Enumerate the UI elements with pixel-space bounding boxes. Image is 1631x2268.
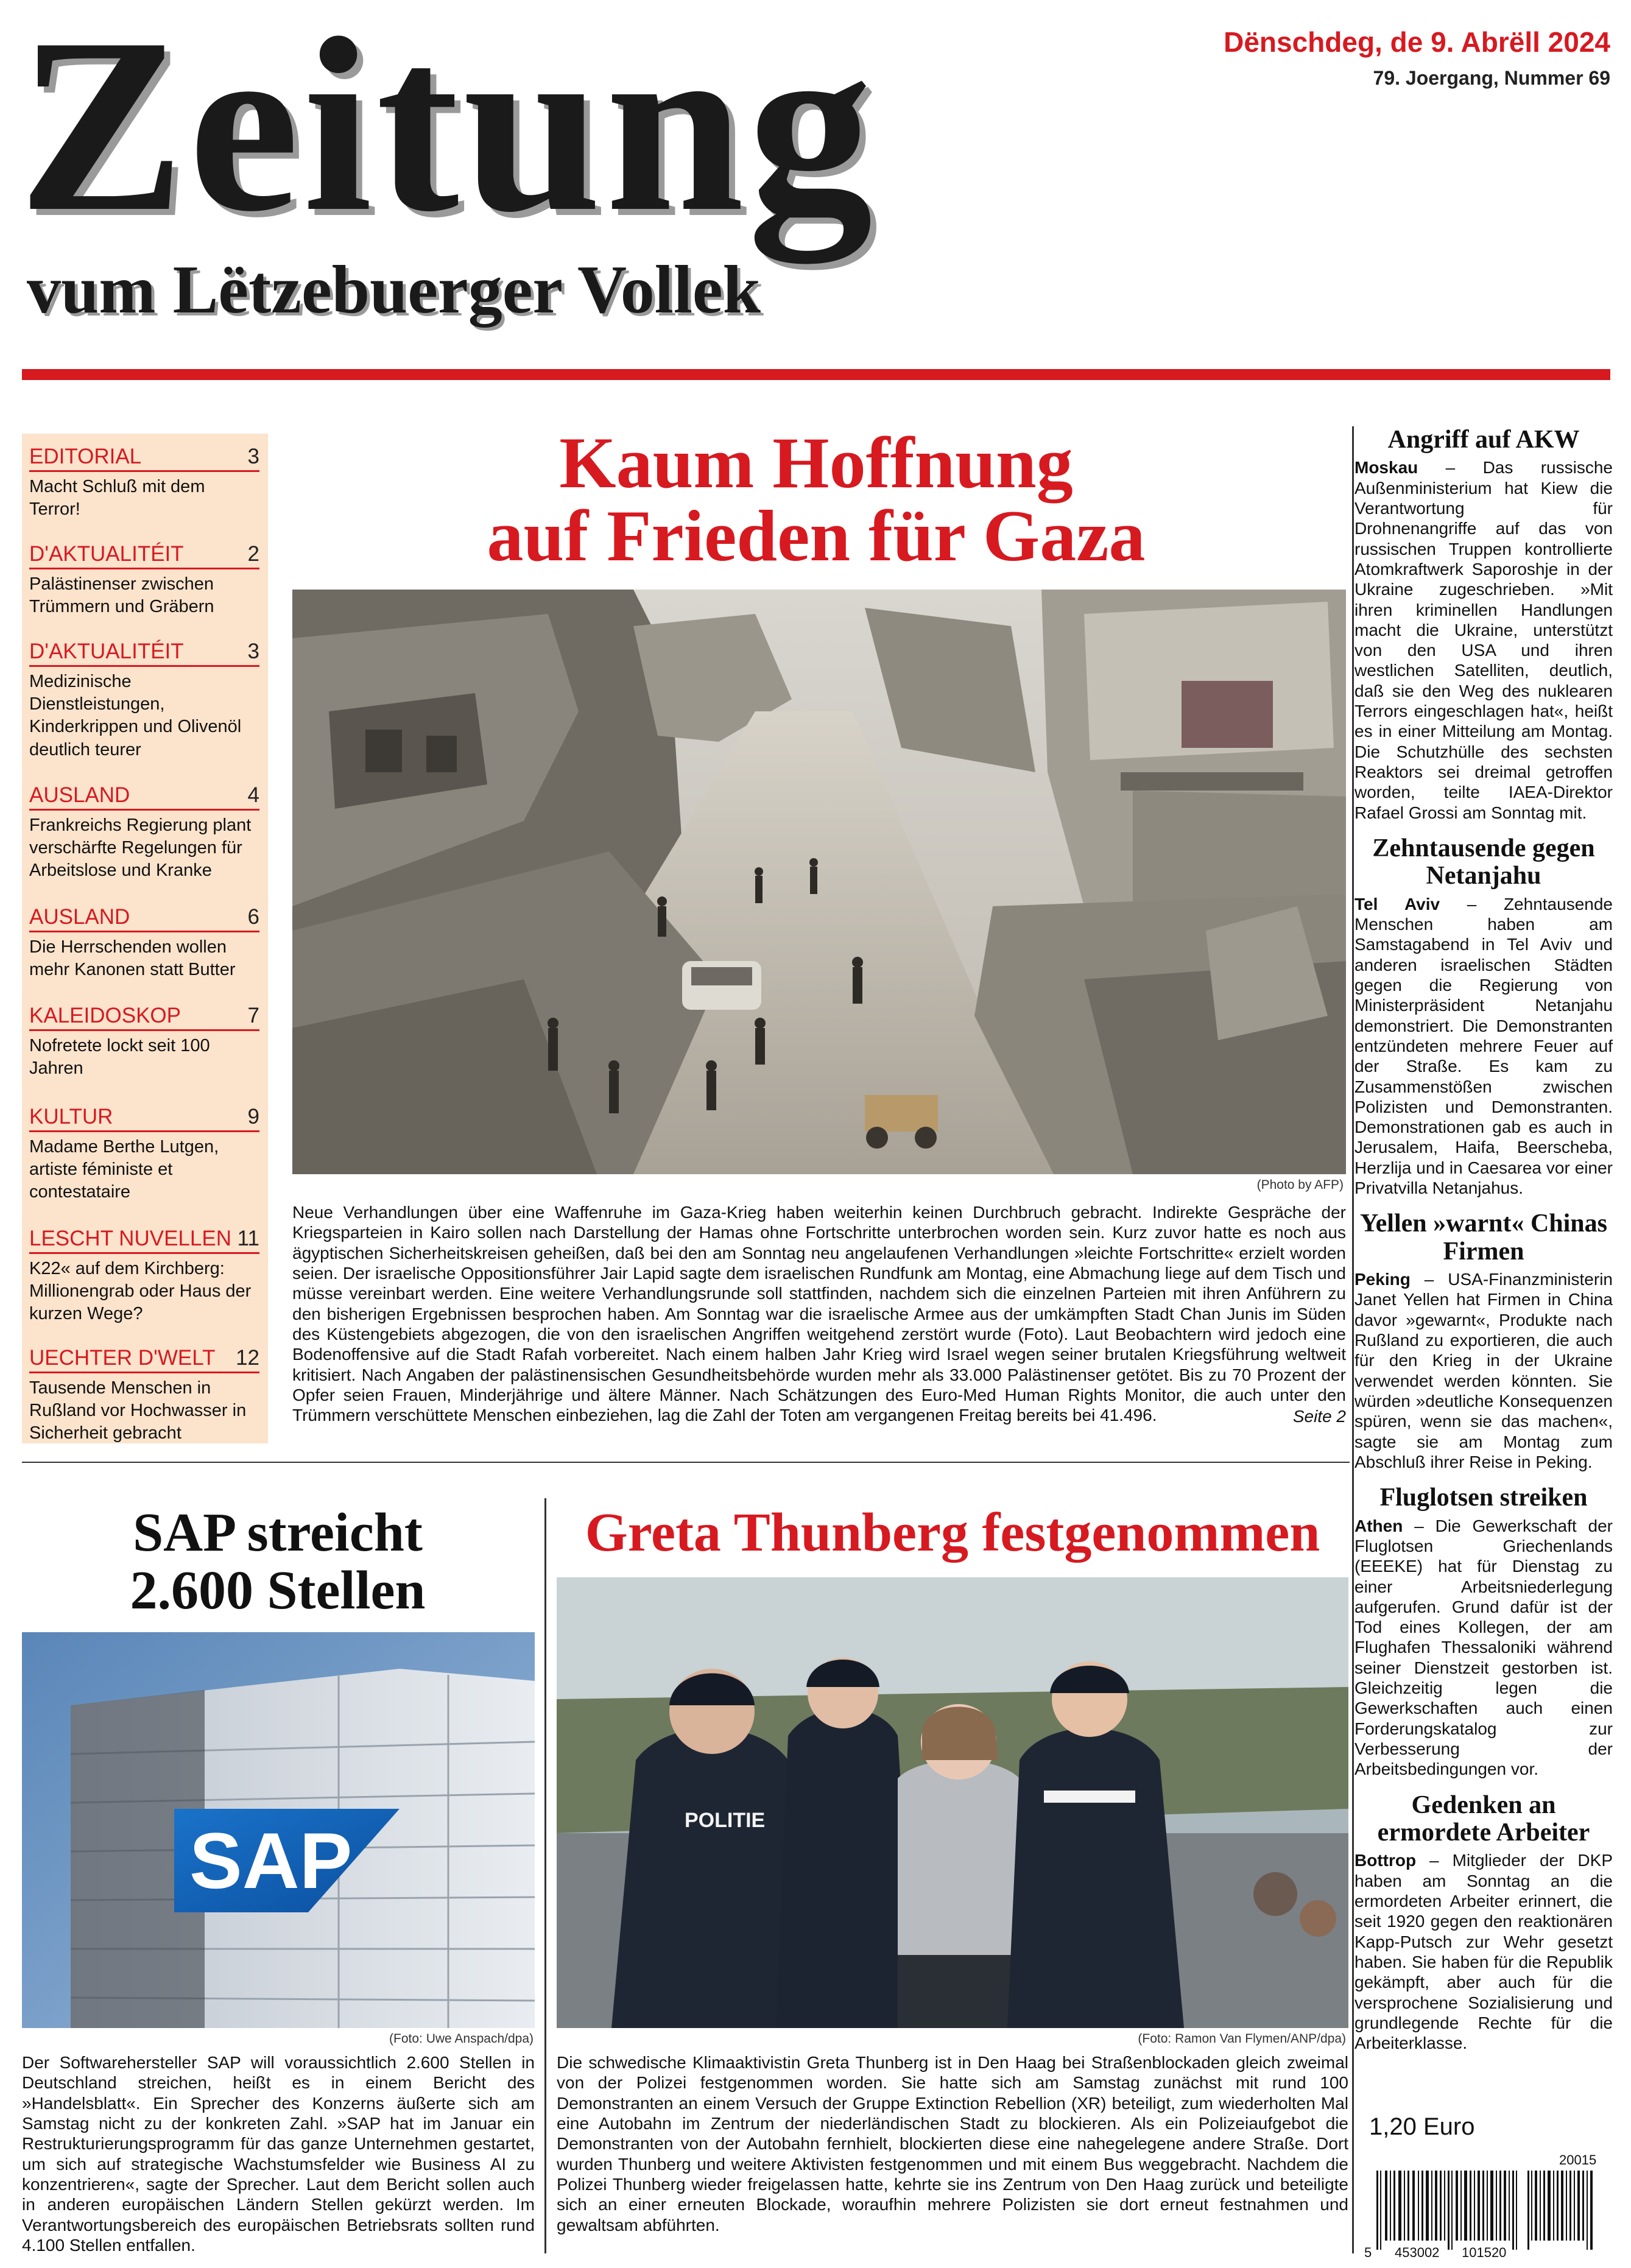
sidebar-body: – Das russische Außenministerium hat Kiew die Verantwortung für Drohnenangriffe auf das von russischen Truppen kontrollierte Atomkraftwerk Saporoshje in der Ukraine zugeschrieben. »Mit ihren kriminellen Handlungen macht die Ukraine, unterstützt von den USA und ihren westlichen Satelliten, deutlich, daß sie den Weg des nuklearen Terrors eingeschlagen hat«, heißt es in einer Mitteilung am Montag. Die Schutzhülle des sechsten Reaktors sei dreimal getroffen worden, teilte IAEA-Direktor Rafael Grossi am Sonntag mit.	[1354, 458, 1613, 822]
sidebar-headline: Fluglotsen streiken	[1379, 1484, 1588, 1512]
greta-arrest-image	[557, 1577, 1348, 2028]
masthead-title: Zeitung	[18, 0, 876, 263]
sap-body: Der Softwarehersteller SAP will voraussichtlich 2.600 Stellen in Deutschland streichen, heißt es in einem Bericht des »Handelsblatt«. Ein Sprecher des Konzerns äußerte sich am Samstag nicht zu der konkreten Zahl. »SAP hat im Januar ein Restrukturierungsprogramm für das ganze Unternehmen gestartet, um sich auf strategische Wachstumsfelder wie Business AI zu konzentrieren«, sagte der Sprecher. Laut dem Bericht sollen auch in anderen europäischen Ländern Stellen gekürzt werden. Im Verantwortungsbereich des europäischen Betriebsrats sollten rund 4.100 Stellen entfallen.	[22, 2053, 535, 2255]
cover-price: 1,20 Euro	[1369, 2113, 1475, 2140]
sidebar-item[interactable]	[1354, 426, 1613, 823]
sidebar-headline: Zehntausende gegen Netanjahu	[1372, 834, 1595, 890]
toc-teaser: Macht Schluß mit dem Terror!	[29, 477, 205, 519]
greta-headline[interactable]: Greta Thunberg festgenommen	[585, 1502, 1320, 1563]
toc-teaser: Palästinenser zwischen Trümmern und Gräbern	[29, 574, 214, 617]
sidebar-dateline: Tel Aviv	[1354, 894, 1440, 914]
sidebar-body: – USA-Finanzministerin Janet Yellen hat Firmen in China davor »gewarnt«, Produkte nach Rußland zu exportieren, die auch für den Krieg in der Ukraine verwendet werden könnten. Sie würden »deutliche Konsequenzen spüren, wenn sie das machen«, sagte sie am Montag zum Abschluß ihrer Reise in Peking.	[1354, 1270, 1613, 1471]
toc-section: EDITORIAL	[29, 445, 142, 468]
toc-entry[interactable]	[29, 1105, 259, 1204]
toc-teaser: Medizinische Dienstleistungen, Kinderkrippen und Olivenöl deutlich teurer	[29, 672, 242, 759]
greta-body: Die schwedische Klimaaktivistin Greta Thunberg ist in Den Haag bei Straßenblockaden gleich zweimal von der Polizei festgenommen worden. Sie hatte sich am Samstag zunächst mit rund 100 Demonstranten an einem Versuch der Gruppe Extinction Rebellion (XR) beteiligt, zum wiederholten Mal eine Autobahn im Zentrum der niederländischen Stadt zu blockieren. Als ein Polizeiaufgebot die Demonstranten von der Autobahn fernhielt, blockierten diese eine nahegelegene andere Straße. Dort wurden Thunberg und weitere Aktivisten festgenommen und mit einem Bus weggebracht. Nachdem die Polizei Thunberg wieder freigelassen hatte, kehrte sie ins Zentrum von Den Haag zurück und beteiligte sich an einer erneuten Blockade, woraufhin mehrere Polizisten sie dort erneut festnahmen und gewaltsam abführten.	[557, 2053, 1348, 2235]
lead-headline-line2: auf Frieden für Gaza	[487, 495, 1146, 576]
barcode-digit: 5	[1364, 2245, 1372, 2259]
toc-page: 4	[247, 783, 259, 807]
toc-entry[interactable]	[29, 1004, 259, 1080]
sidebar-item[interactable]	[1354, 835, 1613, 1198]
greta-photo[interactable]	[557, 1577, 1348, 2028]
toc-section: AUSLAND	[29, 783, 130, 807]
toc-entry[interactable]	[29, 783, 259, 882]
lead-headline-line1: Kaum Hoffnung	[559, 422, 1073, 503]
toc-teaser: K22« auf dem Kirchberg: Millionengrab oder Haus der kurzen Wege?	[29, 1259, 252, 1324]
toc-entry[interactable]	[29, 1227, 259, 1326]
sap-headline-line2: 2.600 Stellen	[130, 1560, 426, 1621]
sidebar-dateline: Bottrop	[1354, 1851, 1417, 1870]
barcode-graphic	[1364, 2150, 1608, 2259]
contents-box	[22, 434, 268, 1443]
sidebar-headline: Angriff auf AKW	[1387, 426, 1580, 454]
toc-page: 12	[236, 1346, 259, 1370]
toc-teaser: Die Herrschenden wollen mehr Kanonen statt Butter	[29, 937, 236, 980]
toc-section: AUSLAND	[29, 905, 130, 929]
sap-headline[interactable]	[22, 1504, 534, 1619]
masthead-divider	[22, 369, 1610, 380]
lead-continuation[interactable]: Seite 2	[1292, 1407, 1346, 1426]
issue-date: Dënschdeg, de 9. Abrëll 2024	[1224, 26, 1610, 58]
toc-page: 7	[247, 1004, 259, 1027]
barcode-right: 101520	[1462, 2245, 1507, 2259]
sidebar-divider	[1352, 426, 1354, 2253]
sap-photo[interactable]	[22, 1632, 535, 2028]
toc-teaser: Nofretete lockt seit 100 Jahren	[29, 1036, 210, 1079]
toc-teaser: Frankreichs Regierung plant verschärfte Regelungen für Arbeitslose und Kranke	[29, 815, 252, 881]
toc-teaser: Tausende Menschen in Rußland vor Hochwasser in Sicherheit gebracht	[29, 1378, 247, 1443]
sidebar-headline: Gedenken an ermordete Arbeiter	[1377, 1791, 1590, 1847]
sap-logo-text: SAP	[189, 1816, 353, 1905]
toc-page: 11	[237, 1227, 259, 1250]
toc-section: UECHTER D'WELT	[29, 1346, 216, 1370]
issue-edition: 79. Joergang, Nummer 69	[1373, 67, 1610, 89]
toc-entry[interactable]	[29, 905, 259, 981]
barcode	[1364, 2150, 1608, 2259]
lead-photo[interactable]	[292, 590, 1346, 1174]
toc-section: KULTUR	[29, 1105, 113, 1129]
greta-photo-credit: (Foto: Ramon Van Flymen/ANP/dpa)	[1138, 2032, 1346, 2046]
sidebar-dateline: Moskau	[1354, 458, 1418, 477]
barcode-issue: 20015	[1559, 2152, 1597, 2168]
toc-page: 9	[247, 1105, 259, 1129]
police-badge-label: POLITIE	[685, 1809, 766, 1832]
lead-photo-credit: (Photo by AFP)	[1256, 1178, 1344, 1192]
sidebar-headline: Yellen »warnt« Chinas Firmen	[1359, 1210, 1608, 1266]
toc-page: 2	[247, 542, 259, 566]
sidebar-dateline: Athen	[1354, 1516, 1403, 1535]
sap-building-image	[22, 1632, 535, 2028]
toc-page: 3	[247, 639, 259, 663]
sidebar-dateline: Peking	[1354, 1270, 1411, 1289]
greta-article[interactable]	[557, 2052, 1348, 2235]
sidebar-item[interactable]	[1354, 1210, 1613, 1472]
masthead-subtitle: vum Lëtzebuerger Vollek	[27, 252, 761, 328]
gaza-rubble-image	[292, 590, 1346, 1174]
barcode-left: 453002	[1395, 2245, 1440, 2259]
toc-entry[interactable]	[29, 445, 259, 521]
sap-article[interactable]	[22, 2052, 535, 2255]
lead-headline[interactable]	[286, 422, 1346, 576]
sap-headline-line1: SAP streicht	[133, 1502, 423, 1563]
sidebar-body: – Zehntausende Menschen haben am Samstagabend in Tel Aviv und anderen israelischen Städten gegen die Regierung von Ministerpräsident Netanjahu demonstriert. Die Demonstranten entzündeten mehrere Feuer auf der Straße. Es kam zu Zusammenstößen zwischen Polizisten und Demonstranten. Demonstrationen gab es auch in Jerusalem, Haifa, Beerscheba, Herzlija und in Caesarea vor einer Privatvilla Netanjahus.	[1354, 894, 1613, 1198]
toc-section: LESCHT NUVELLEN	[29, 1227, 231, 1250]
section-divider	[22, 1462, 1350, 1463]
sidebar-item[interactable]	[1354, 1792, 1613, 2054]
lead-article[interactable]	[292, 1202, 1346, 1426]
sidebar-body: – Die Gewerkschaft der Fluglotsen Griechenlands (EEEKE) hat für Dienstag zu einer Arbeitsniederlegung aufgerufen. Grund dafür ist der Tod eines Kollegen, der am Flughafen Thessaloniki während seiner Dienstzeit gestorben ist. Gleichzeitig legen die Gewerkschaften auch einen Forderungskatalog zur Verbesserung der Arbeitsbedingungen vor.	[1354, 1516, 1613, 1779]
toc-section: D'AKTUALITÉIT	[29, 639, 184, 663]
toc-page: 6	[247, 905, 259, 929]
toc-entry[interactable]	[29, 542, 259, 618]
lead-body: Neue Verhandlungen über eine Waffenruhe im Gaza-Krieg haben weiterhin keinen Durchbruch gebracht. Indirekte Gespräche der Kriegsparteien in Kairo sollen nach Darstellung der Hamas ohne Fortschritte unterbrochen worden sein. Kurz zuvor hatte es noch aus ägyptischen Sicherheitskreisen geheißen, daß bei den am Sonntag neu angelaufenen Verhandlungen »leichte Fortschritte« erzielt worden seien. Der israelische Oppositionsführer Jair Lapid sagte dem israelischen Rundfunk am Montag, eine Abmachung liege auf dem Tisch und müsse vereinbart werden. Eine weitere Verhandlungsrunde soll stattfinden, nachdem sich die einzelnen Parteien mit ihren Anführern zu den bisherigen Ergebnissen besprochen haben. Am Sonntag war die israelische Armee aus der umkämpften Stadt Chan Junis im Süden des Küstengebiets abgezogen, die von den israelischen Angriffen weitgehend zerstört wurde (Foto). Laut Beobachtern wird jedoch eine Bodenoffensive auf die Stadt Rafah vorbereitet. Nach einem halben Jahr Krieg wird Israel wegen seiner brutalen Kriegsführung weltweit kritisiert. Nach Angaben der palästinensischen Gesundheitsbehörde wurden mehr als 33.000 Palästinenser getötet. Bis zu 70 Prozent der Opfer seien Frauen, Minderjährige und ältere Männer. Nach Schätzungen des Euro-Med Human Rights Monitor, die auch unter den Trümmern verschüttete Menschen einbeziehen, lag die Zahl der Toten am vergangenen Freitag bereits bei 41.496.	[292, 1203, 1346, 1425]
sidebar-news	[1354, 426, 1613, 2054]
toc-page: 3	[247, 445, 259, 468]
sap-photo-credit: (Foto: Uwe Anspach/dpa)	[389, 2032, 534, 2046]
toc-section: D'AKTUALITÉIT	[29, 542, 184, 566]
sidebar-item[interactable]	[1354, 1484, 1613, 1779]
column-divider	[544, 1498, 546, 2253]
sidebar-body: – Mitglieder der DKP haben am Sonntag an die ermordeten Arbeiter erinnert, die seit 1920 gegen den reaktionären Kapp-Putsch zur Wehr gesetzt haben. Sie haben für die Republik gekämpft, aber auch für die versprochene Sozialisierung und grundlegende Rechte für die Arbeiterklasse.	[1354, 1851, 1613, 2053]
toc-entry[interactable]	[29, 639, 259, 761]
toc-entry[interactable]	[29, 1346, 259, 1445]
toc-section: KALEIDOSKOP	[29, 1004, 181, 1027]
toc-teaser: Madame Berthe Lutgen, artiste féministe et contestataire	[29, 1137, 219, 1202]
